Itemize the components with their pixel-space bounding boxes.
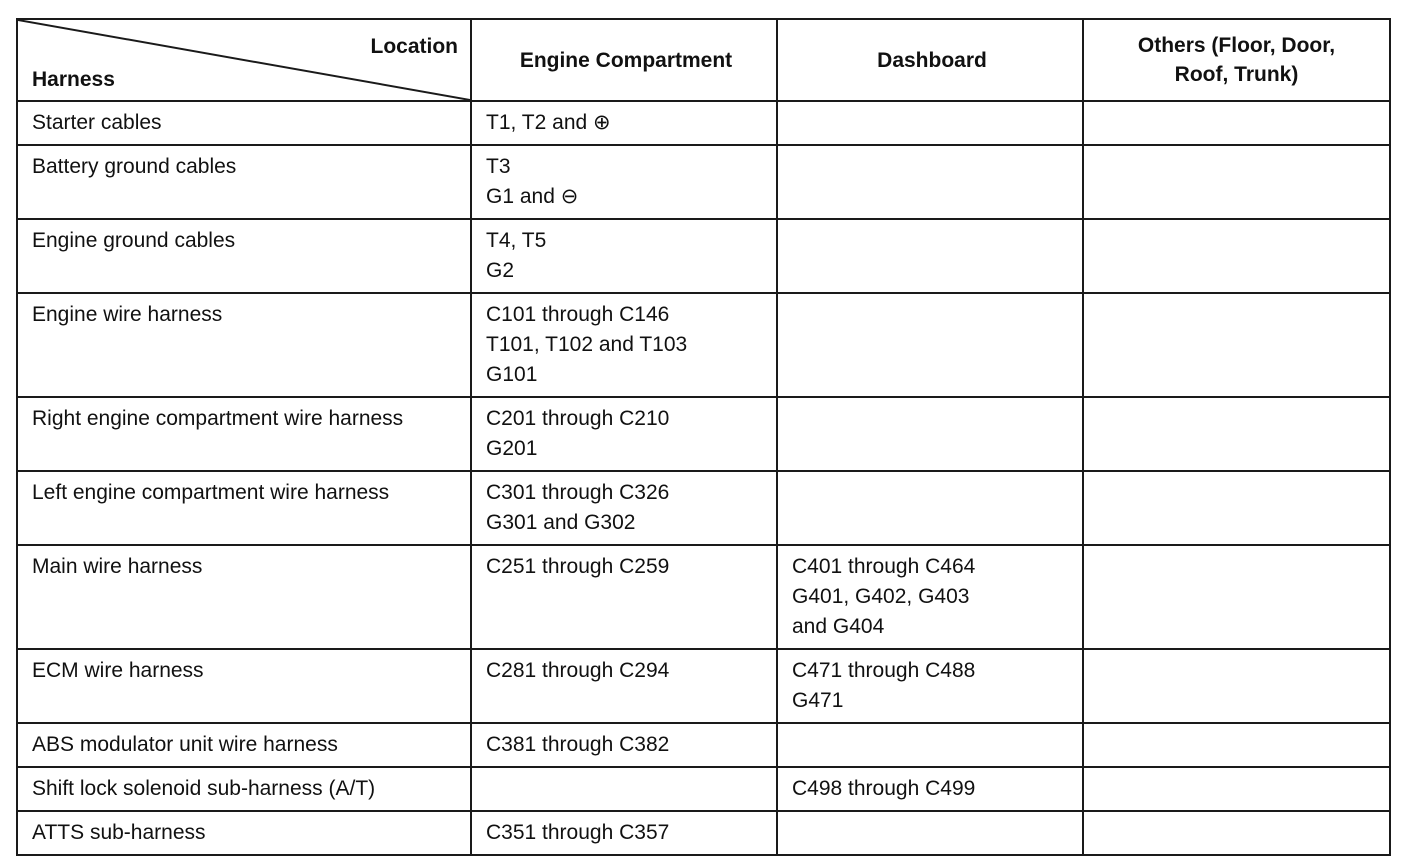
harness-name-cell [17, 767, 471, 811]
others-cell [1083, 545, 1390, 649]
engine-compartment-cell [471, 767, 777, 811]
harness-name: Starter cables [32, 111, 162, 134]
harness-name: Shift lock solenoid sub-harness (A/T) [32, 777, 376, 800]
table-row [17, 397, 1390, 471]
harness-name-cell [17, 545, 471, 649]
connector-reference: C381 through C382 [486, 733, 670, 756]
connector-reference: T101, T102 and T103 [486, 333, 688, 356]
dashboard-cell [777, 723, 1083, 767]
dashboard-cell [777, 101, 1083, 145]
connector-reference: G201 [486, 437, 538, 460]
connector-reference: G301 and G302 [486, 511, 636, 534]
connector-reference: G1 and ⊖ [486, 185, 579, 208]
harness-header-label: Harness [32, 68, 115, 91]
table-row [17, 767, 1390, 811]
engine-compartment-cell [471, 293, 777, 397]
others-cell [1083, 767, 1390, 811]
others-cell [1083, 101, 1390, 145]
connector-reference: C201 through C210 [486, 407, 670, 430]
harness-name-cell [17, 101, 471, 145]
dashboard-cell [777, 219, 1083, 293]
table-row [17, 811, 1390, 855]
connector-reference: G2 [486, 259, 515, 282]
others-cell [1083, 471, 1390, 545]
harness-name: ATTS sub-harness [32, 821, 206, 844]
others-cell [1083, 293, 1390, 397]
table-row [17, 293, 1390, 397]
table-row [17, 145, 1390, 219]
column-header-others: Others (Floor, Door, Roof, Trunk) [1083, 19, 1390, 101]
dashboard-cell [777, 397, 1083, 471]
harness-name-cell [17, 397, 471, 471]
harness-name: Right engine compartment wire harness [32, 407, 404, 430]
harness-name: Engine ground cables [32, 229, 236, 252]
connector-reference: C351 through C357 [486, 821, 670, 844]
connector-reference: C471 through C488 [792, 659, 976, 682]
engine-compartment-cell [471, 649, 777, 723]
table-row [17, 471, 1390, 545]
engine-compartment-cell [471, 545, 777, 649]
dashboard-cell [777, 145, 1083, 219]
connector-reference: C401 through C464 [792, 555, 976, 578]
table-body [17, 101, 1390, 855]
dashboard-cell [777, 767, 1083, 811]
engine-compartment-cell [471, 219, 777, 293]
harness-name: Main wire harness [32, 555, 203, 578]
harness-name: Battery ground cables [32, 155, 237, 178]
connector-reference: C498 through C499 [792, 777, 976, 800]
table-row [17, 723, 1390, 767]
connector-reference: T3 [486, 155, 511, 178]
others-cell [1083, 219, 1390, 293]
column-header-dashboard: Dashboard [777, 19, 1083, 101]
harness-name: Engine wire harness [32, 303, 223, 326]
others-cell [1083, 397, 1390, 471]
connector-reference: C251 through C259 [486, 555, 670, 578]
location-header-label: Location [370, 35, 458, 58]
engine-compartment-cell [471, 811, 777, 855]
others-cell [1083, 723, 1390, 767]
harness-location-table [16, 18, 1391, 856]
harness-name: ABS modulator unit wire harness [32, 733, 338, 756]
corner-header-cell [17, 19, 471, 101]
header-row [17, 19, 1390, 101]
others-cell [1083, 145, 1390, 219]
table-row [17, 545, 1390, 649]
harness-name: Left engine compartment wire harness [32, 481, 390, 504]
column-header-engine-compartment: Engine Compartment [471, 19, 777, 101]
harness-name: ECM wire harness [32, 659, 204, 682]
engine-compartment-cell [471, 723, 777, 767]
connector-reference: T1, T2 and ⊕ [486, 111, 611, 134]
dashboard-cell [777, 471, 1083, 545]
harness-name-cell [17, 649, 471, 723]
table-row [17, 101, 1390, 145]
table-row [17, 219, 1390, 293]
connector-reference: T4, T5 [486, 229, 547, 252]
dashboard-cell [777, 649, 1083, 723]
table-row [17, 649, 1390, 723]
harness-name-cell [17, 219, 471, 293]
harness-name-cell [17, 293, 471, 397]
engine-compartment-cell [471, 101, 777, 145]
harness-name-cell [17, 145, 471, 219]
engine-compartment-cell [471, 397, 777, 471]
dashboard-cell [777, 293, 1083, 397]
others-cell [1083, 649, 1390, 723]
engine-compartment-cell [471, 471, 777, 545]
harness-name-cell [17, 723, 471, 767]
connector-reference: C281 through C294 [486, 659, 670, 682]
harness-name-cell [17, 471, 471, 545]
connector-reference: and G404 [792, 615, 885, 638]
engine-compartment-cell [471, 145, 777, 219]
others-cell [1083, 811, 1390, 855]
connector-reference: G101 [486, 363, 538, 386]
connector-reference: G401, G402, G403 [792, 585, 970, 608]
connector-reference: G471 [792, 689, 844, 712]
connector-reference: C301 through C326 [486, 481, 670, 504]
dashboard-cell [777, 811, 1083, 855]
connector-reference: C101 through C146 [486, 303, 670, 326]
harness-name-cell [17, 811, 471, 855]
dashboard-cell [777, 545, 1083, 649]
